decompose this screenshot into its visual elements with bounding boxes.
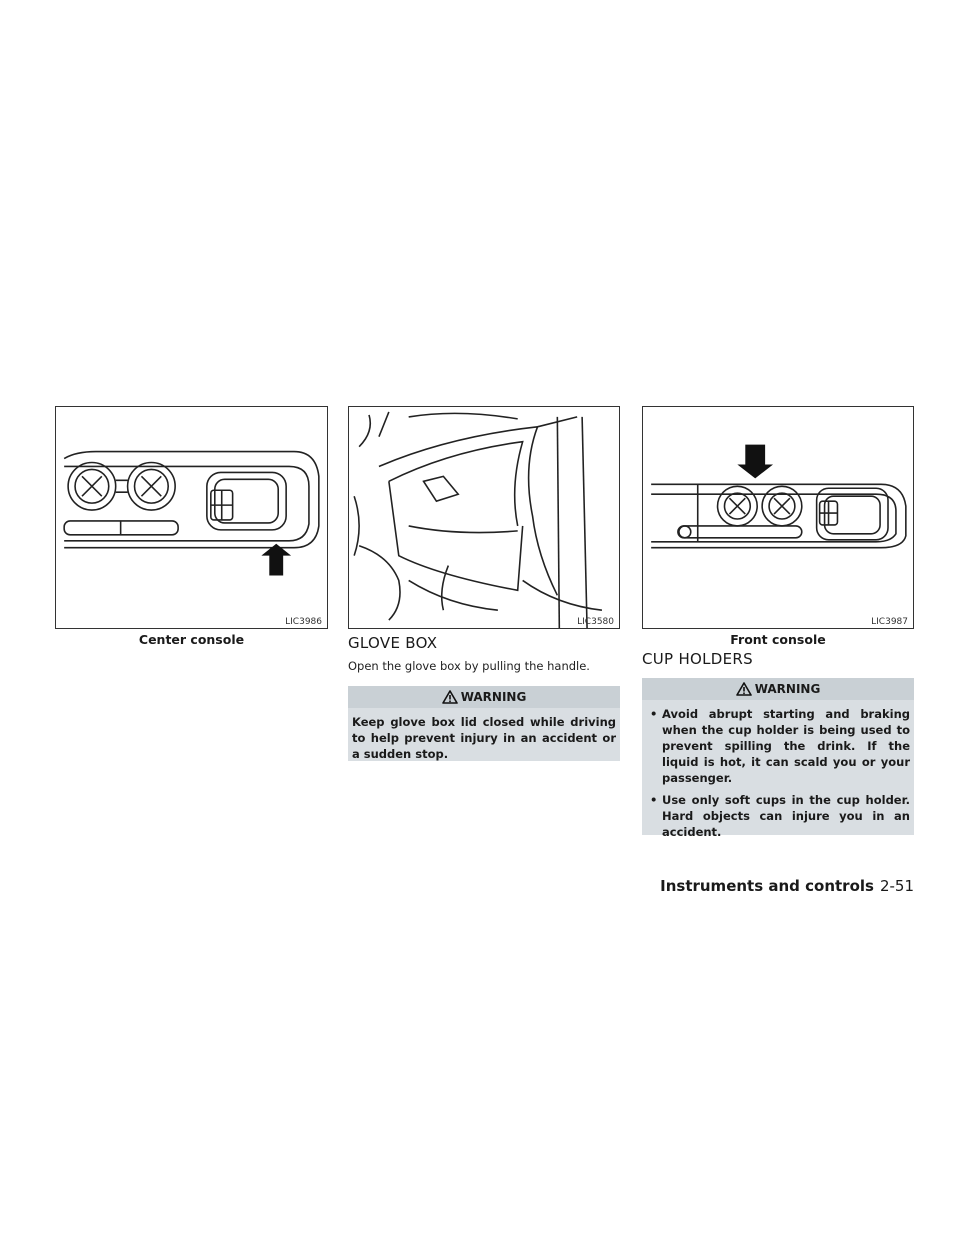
warning-box-cup-holders (642, 678, 914, 839)
warning-icon (442, 690, 458, 704)
figure-center-console (55, 406, 328, 629)
warning-label: WARNING (754, 682, 821, 696)
warning-item: • Use only soft cups in the cup holder. Hard objects can injure you in an accident. (646, 792, 910, 840)
warning-text: Keep glove box lid closed while driving to help prevent injury in an accident or a sudden stop. (352, 715, 616, 761)
glove-box-instruction: Open the glove box by pulling the handle. (348, 659, 590, 673)
figure-code: LIC3987 (871, 617, 908, 627)
footer-section-title: Instruments and controls (660, 877, 874, 895)
figure-caption-front-console: Front console (730, 632, 826, 647)
warning-header (348, 686, 620, 708)
glove-box-illustration (349, 407, 619, 628)
warning-list (646, 706, 910, 840)
figure-code: LIC3580 (577, 617, 614, 627)
section-heading-cup-holders: CUP HOLDERS (642, 650, 753, 668)
warning-icon (736, 682, 752, 696)
warning-label: WARNING (460, 690, 527, 704)
figure-front-console (642, 406, 914, 629)
front-console-illustration (643, 407, 913, 628)
section-heading-glove-box: GLOVE BOX (348, 634, 438, 652)
figure-code: LIC3986 (285, 617, 322, 627)
page-number: 2-51 (879, 877, 914, 895)
page-footer (660, 877, 914, 895)
figure-caption-center-console: Center console (138, 632, 245, 647)
warning-header (642, 678, 914, 700)
figure-glove-box (348, 406, 620, 629)
warning-box-glove-box (348, 686, 620, 761)
center-console-illustration (56, 407, 327, 628)
warning-list-container (642, 700, 914, 854)
warning-item: • Avoid abrupt starting and braking when the cup holder is being used to prevent spilling the drink. If the liquid is hot, it can scald you or your passenger. (646, 706, 910, 786)
